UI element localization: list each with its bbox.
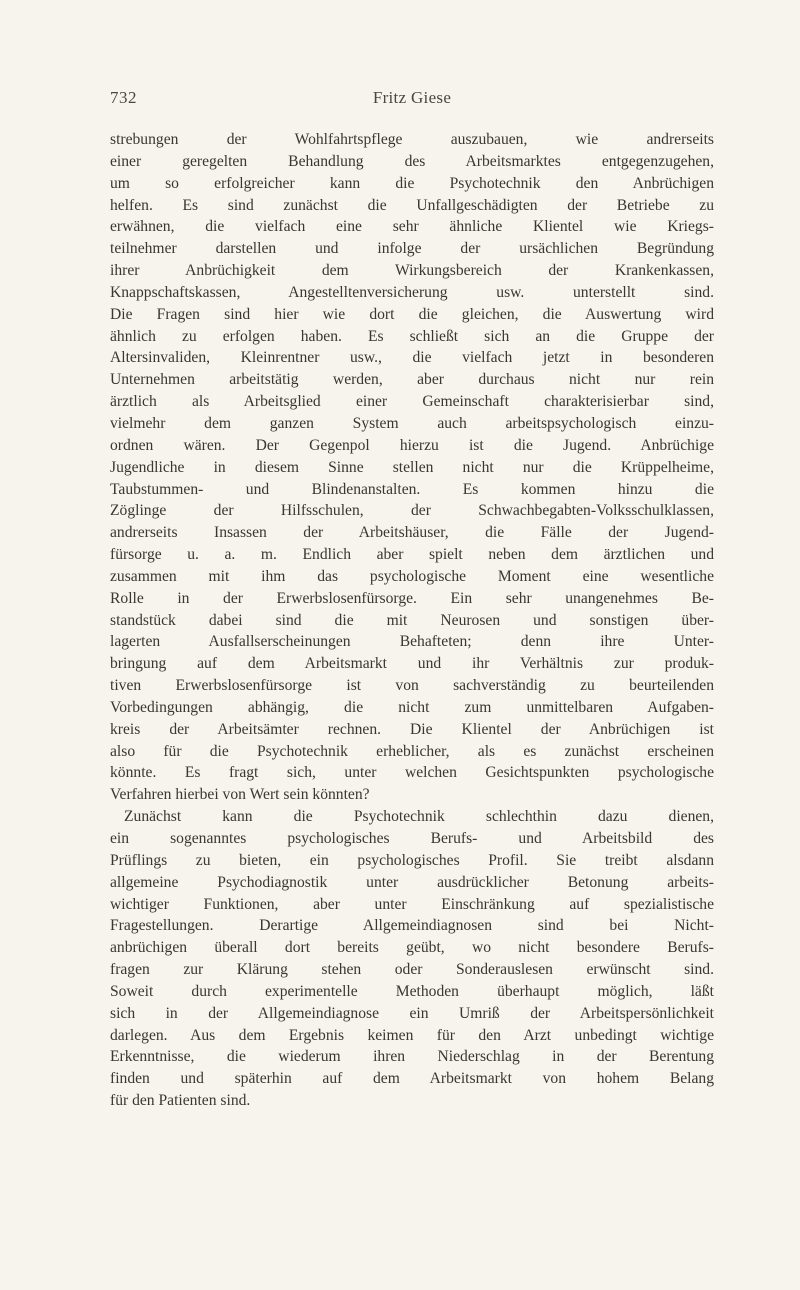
running-head-author: Fritz Giese — [372, 88, 452, 107]
text-line: Jugendliche in diesem Sinne stellen nicht nur die Krüppelheime, — [110, 458, 714, 476]
text-line: tiven Erwerbslosenfürsorge ist von sachverständig zu beurteilenden — [110, 677, 714, 695]
text-line: Die Fragen sind hier wie dort die gleichen, die Auswertung wird — [110, 305, 714, 323]
text-line: darlegen. Aus dem Ergebnis keimen für den Arzt unbedingt wichtige — [110, 1026, 714, 1044]
text-line: Rolle in der Erwerbslosenfürsorge. Ein sehr unangenehmes Be- — [110, 589, 714, 607]
text-line: Erkenntnisse, die wiederum ihren Niederschlag in der Berentung — [110, 1048, 714, 1066]
text-line: ähnlich zu erfolgen haben. Es schließt sich an die Gruppe der — [110, 327, 714, 345]
text-line: einer geregelten Behandlung des Arbeitsmarktes entgegenzugehen, — [110, 152, 714, 170]
text-line: allgemeine Psychodiagnostik unter ausdrücklicher Betonung arbeits- — [110, 873, 714, 891]
text-line: erwähnen, die vielfach eine sehr ähnliche Klientel wie Kriegs- — [110, 218, 714, 236]
text-line: andrerseits Insassen der Arbeitshäuser, die Fälle der Jugend- — [110, 524, 714, 542]
text-line: könnte. Es fragt sich, unter welchen Gesichtspunkten psychologische — [110, 764, 714, 782]
paragraph-start-line: Zunächst kann die Psychotechnik schlechthin dazu dienen, — [124, 808, 714, 826]
text-line: zusammen mit ihm das psychologische Moment eine wesentliche — [110, 567, 714, 585]
text-line: ihrer Anbrüchigkeit dem Wirkungsbereich der Krankenkassen, — [110, 262, 714, 280]
text-line: also für die Psychotechnik erheblicher, als es zunächst erscheinen — [110, 742, 714, 760]
text-line: Altersinvaliden, Kleinrentner usw., die vielfach jetzt in besonderen — [110, 349, 714, 367]
text-line: Prüflings zu bieten, ein psychologisches Profil. Sie treibt alsdann — [110, 851, 714, 869]
text-line: strebungen der Wohlfahrtspflege auszubauen, wie andrerseits — [110, 131, 714, 148]
text-line: Vorbedingungen abhängig, die nicht zum unmittelbaren Aufgaben- — [110, 698, 714, 716]
text-line: bringung auf dem Arbeitsmarkt und ihr Verhältnis zur produk- — [110, 655, 714, 673]
text-line: kreis der Arbeitsämter rechnen. Die Klientel der Anbrüchigen ist — [110, 720, 714, 738]
text-line: standstück dabei sind die mit Neurosen und sonstigen über- — [110, 611, 714, 629]
text-line: Unternehmen arbeitstätig werden, aber durchaus nicht nur rein — [110, 371, 714, 389]
text-line: wichtiger Funktionen, aber unter Einschränkung auf spezialistische — [110, 895, 714, 913]
text-line: um so erfolgreicher kann die Psychotechnik den Anbrüchigen — [110, 174, 714, 192]
body-text — [110, 129, 714, 1112]
text-line: helfen. Es sind zunächst die Unfallgeschädigten der Betriebe zu — [110, 196, 714, 214]
text-line: Taubstummen- und Blindenanstalten. Es kommen hinzu die — [110, 480, 714, 498]
text-line: Soweit durch experimentelle Methoden überhaupt möglich, läßt — [110, 982, 714, 1000]
text-line: finden und späterhin auf dem Arbeitsmarkt von hohem Belang — [110, 1070, 714, 1088]
paragraph-end-line: für den Patienten sind. — [110, 1092, 251, 1110]
running-head — [110, 88, 714, 116]
text-line: ordnen wären. Der Gegenpol hierzu ist die Jugend. Anbrüchige — [110, 436, 714, 454]
text-line: ein sogenanntes psychologisches Berufs- und Arbeitsbild des — [110, 830, 714, 847]
text-line: teilnehmer darstellen und infolge der ursächlichen Begründung — [110, 240, 714, 258]
text-line: fragen zur Klärung stehen oder Sonderauslesen erwünscht sind. — [110, 961, 714, 979]
text-line: anbrüchigen überall dort bereits geübt, wo nicht besondere Berufs- — [110, 939, 714, 957]
text-line: lagerten Ausfallserscheinungen Behafteten; denn ihre Unter- — [110, 633, 714, 651]
text-line: Zöglinge der Hilfsschulen, der Schwachbegabten-Volksschulklassen, — [110, 502, 714, 520]
text-line: vielmehr dem ganzen System auch arbeitspsychologisch einzu- — [110, 414, 714, 432]
text-line: ärztlich als Arbeitsglied einer Gemeinschaft charakterisierbar sind, — [110, 393, 714, 411]
text-line: Fragestellungen. Derartige Allgemeindiagnosen sind bei Nicht- — [110, 917, 714, 935]
page-number: 732 — [110, 88, 137, 107]
text-line: fürsorge u. a. m. Endlich aber spielt neben dem ärztlichen und — [110, 546, 714, 564]
text-line: Knappschaftskassen, Angestelltenversicherung usw. unterstellt sind. — [110, 283, 714, 301]
text-line: sich in der Allgemeindiagnose ein Umriß der Arbeitspersönlichkeit — [110, 1004, 714, 1022]
paragraph-end-line: Verfahren hierbei von Wert sein könnten? — [110, 786, 370, 804]
